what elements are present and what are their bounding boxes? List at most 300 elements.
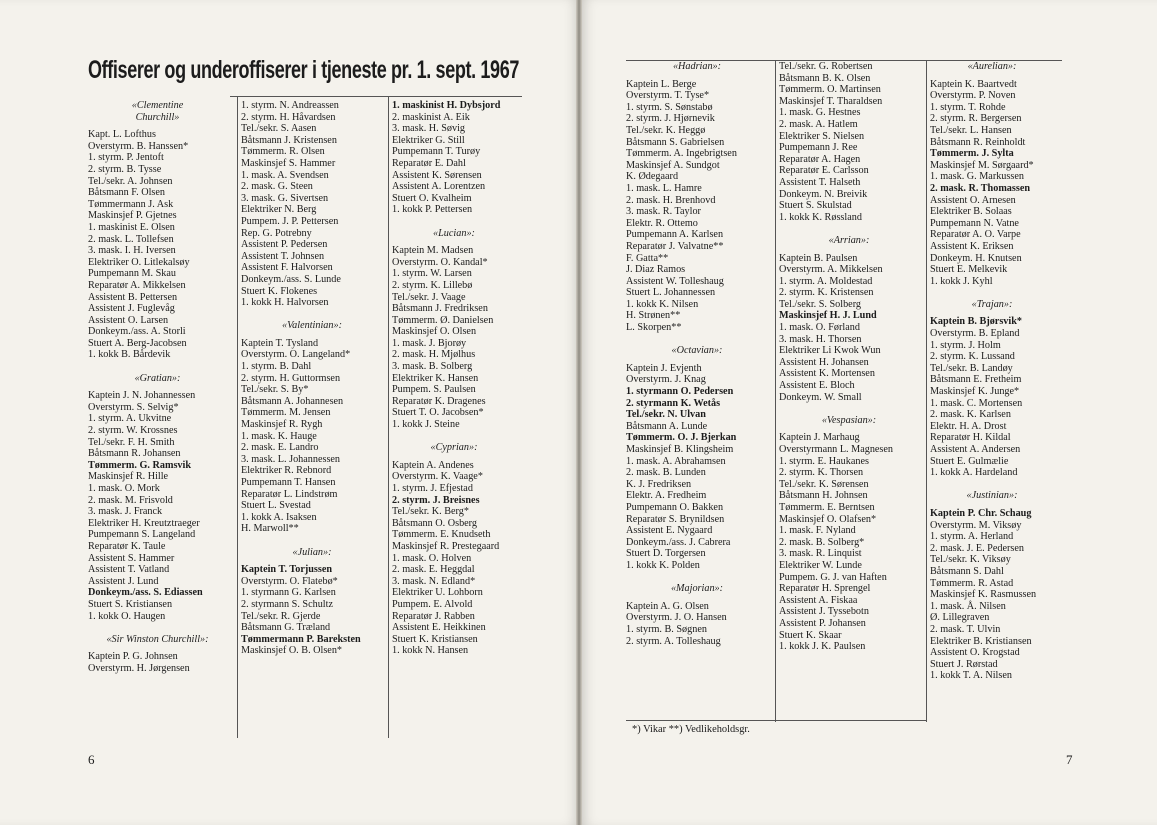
crew-entry: Elektriker H. Kreutztraeger — [88, 517, 200, 529]
crew-entry: 2. mask. B. Solberg* — [779, 536, 865, 548]
crew-entry: Assistent A. Fiskaa — [779, 594, 858, 606]
crew-entry: Båtsmann R. Reinholdt — [930, 136, 1026, 148]
roster-column-3 — [392, 100, 522, 657]
crew-entry: 2. mask. E. Heggdal — [392, 564, 475, 576]
block-spacer — [88, 361, 233, 373]
crew-entry: Reparatør E. Carlsson — [779, 165, 869, 177]
roster-column-5 — [779, 61, 925, 653]
block-spacer — [779, 403, 925, 415]
crew-entry: 1. maskinist H. Dybsjord — [392, 100, 501, 111]
crew-entry: Elektr. R. Ottemo — [626, 217, 698, 229]
crew-entry: Assistent A. Andersen — [930, 444, 1021, 455]
crew-entry: Pumpemann S. Langeland — [88, 529, 196, 541]
crew-entry: 1. styrm. A. Ukvitne — [88, 413, 172, 425]
crew-entry: Pumpem. S. Paulsen — [392, 384, 476, 396]
crew-entry: Elektriker G. Still — [392, 134, 465, 146]
crew-entry: 2. styrmann K. Wetås — [626, 397, 721, 409]
crew-entry: Kaptein P. G. Johnsen — [88, 651, 178, 663]
crew-entry: 1. styrm. A. Herland — [930, 531, 1014, 543]
crew-entry: Tel./sekr. S. By* — [241, 384, 309, 396]
top-rule — [230, 96, 522, 97]
crew-entry: Stuert T. O. Jacobsen* — [392, 407, 484, 419]
crew-entry: Assistent E. Nygaard — [626, 525, 713, 537]
crew-entry: 2. styrm. J. Breisnes — [392, 494, 480, 506]
block-spacer — [930, 287, 1060, 299]
crew-entry: Kaptein J. Evjenth — [626, 362, 702, 374]
crew-entry: Kaptein K. Baartvedt — [930, 78, 1017, 90]
ship-heading: «Hadrian»: — [672, 61, 722, 72]
crew-entry: K. J. Fredriksen — [626, 478, 692, 490]
crew-entry: Assistent O. Larsen — [88, 314, 169, 326]
crew-entry: Assistent P. Johansen — [779, 617, 866, 629]
crew-entry: Tel./sekr. G. Robertsen — [779, 61, 873, 72]
crew-entry: 1. kokk N. Hansen — [392, 645, 469, 657]
crew-entry: Assistent K. Eriksen — [930, 240, 1014, 252]
crew-entry: Båtsmann E. Fretheim — [930, 374, 1022, 386]
footnote: *) Vikar **) Vedlikeholdsgr. — [632, 724, 750, 735]
crew-entry: Tel./sekr. S. Aasen — [241, 123, 317, 135]
crew-entry: 3. mask. J. Franck — [88, 506, 163, 518]
crew-entry: 1. mask. K. Hauge — [241, 430, 317, 442]
crew-entry: Maskinsjef T. Tharaldsen — [779, 95, 883, 107]
crew-entry: Tel./sekr. L. Hansen — [930, 124, 1012, 136]
crew-entry: Reparatør H. Sprengel — [779, 583, 871, 595]
ship-heading: «Vespasian»: — [821, 414, 877, 426]
crew-entry: Assistent E. Heikkinen — [392, 622, 486, 634]
crew-entry: Tømmermann J. Ask — [88, 198, 174, 210]
crew-entry: Overstyrm. J. O. Hansen — [626, 612, 727, 624]
block-spacer — [779, 223, 925, 235]
crew-entry: Maskinsjef A. Sundgot — [626, 159, 720, 171]
crew-entry: 2. styrm. H. Guttormsen — [241, 372, 341, 384]
crew-entry: Maskinsjef M. Sørgaard* — [930, 159, 1034, 171]
crew-entry: 1. mask. L. Hamre — [626, 182, 702, 194]
ship-heading: «Gratian»: — [134, 372, 181, 384]
crew-entry: 1. kokk A. Isaksen — [241, 511, 317, 523]
crew-entry: Maskinsjef S. Hammer — [241, 157, 336, 169]
crew-entry: Kaptein A. G. Olsen — [626, 600, 709, 612]
crew-entry: 2. styrm. B. Tysse — [88, 163, 162, 175]
ship-heading: «Trajan»: — [971, 298, 1013, 310]
crew-entry: Assistent A. Lorentzen — [392, 181, 486, 193]
crew-entry: Reparatør E. Dahl — [392, 157, 466, 169]
crew-entry: Assistent F. Halvorsen — [241, 262, 333, 274]
crew-entry: 3. mask. B. Solberg — [392, 361, 473, 373]
crew-entry: 2. styrm. H. Håvardsen — [241, 111, 336, 123]
crew-entry: Tømmerm. R. Olsen — [241, 146, 325, 158]
crew-entry: Tømmerm. R. Astad — [930, 577, 1014, 589]
crew-entry: F. Gatta** — [626, 252, 669, 264]
block-spacer — [241, 309, 389, 321]
crew-entry: K. Ødegaard — [626, 171, 679, 183]
crew-entry: H. Strønen** — [626, 310, 681, 322]
crew-entry: 1. mask. C. Mortensen — [930, 397, 1023, 409]
page-number-right: 7 — [1066, 752, 1073, 767]
crew-entry: Stuert O. Kvalheim — [392, 192, 472, 204]
crew-entry: Pumpemann T. Hansen — [241, 477, 336, 488]
crew-entry: Assistent J. Tyssebotn — [779, 606, 869, 618]
ship-heading: «Aurelian»: — [967, 61, 1017, 72]
crew-entry: Assistent K. Mortensen — [779, 368, 875, 380]
crew-entry: Maskinsjef K. Rasmussen — [930, 589, 1037, 601]
crew-entry: 2. mask. M. Frisvold — [88, 494, 173, 506]
crew-entry: 1. styrm. B. Søgnen — [626, 623, 707, 635]
crew-entry: Elektr. A. Fredheim — [626, 490, 707, 502]
crew-entry: Tømmerm. O. J. Bjerkan — [626, 432, 737, 444]
crew-entry: 1. styrm. B. Dahl — [241, 361, 312, 373]
crew-entry: 2. mask. E. Landro — [241, 442, 319, 454]
crew-entry: Båtsmann A. Johannesen — [241, 395, 344, 407]
column-rule — [388, 96, 389, 738]
crew-entry: 1. maskinist E. Olsen — [88, 221, 175, 233]
crew-entry: Tømmerm. E. Berntsen — [779, 501, 875, 513]
crew-entry: 2. maskinist A. Eik — [392, 111, 470, 123]
crew-entry: 1. mask. J. Bjorøy — [392, 337, 467, 349]
crew-entry: 1. styrm. N. Andreassen — [241, 100, 339, 111]
crew-entry: 1. kokk K. Nilsen — [626, 298, 699, 310]
crew-entry: 1. kokk T. A. Nilsen — [930, 670, 1012, 682]
crew-entry: Båtsmann G. Træland — [241, 622, 331, 634]
crew-entry: Overstyrm. B. Hanssen* — [88, 140, 189, 152]
crew-entry: 1. styrm. E. Haukanes — [779, 455, 869, 467]
crew-entry: 2. mask. T. Ulvin — [930, 623, 1001, 635]
crew-entry: Assistent E. Bloch — [779, 380, 855, 392]
crew-entry: Tel./sekr. B. Landøy — [930, 362, 1013, 374]
crew-entry: Elektriker B. Solaas — [930, 206, 1012, 218]
crew-entry: Assistent K. Sørensen — [392, 169, 482, 181]
crew-entry: Tel./sekr. K. Heggø — [626, 124, 706, 136]
crew-entry: Kaptein T. Tysland — [241, 337, 319, 349]
crew-entry: Båtsmann J. Kristensen — [241, 134, 337, 146]
crew-entry: Tel./sekr. J. Vaage — [392, 291, 466, 303]
crew-entry: Tømmerm. O. Martinsen — [779, 84, 881, 96]
crew-entry: 1. kokk J. K. Paulsen — [779, 641, 866, 653]
block-spacer — [626, 334, 774, 346]
crew-entry: H. Marwoll** — [241, 523, 299, 535]
crew-entry: Tel./sekr. K. Viksøy — [930, 554, 1011, 566]
crew-entry: 2. mask. K. Karlsen — [930, 409, 1011, 421]
roster-column-2 — [241, 100, 389, 657]
crew-entry: Overstyrm. P. Noven — [930, 90, 1016, 102]
crew-entry: Stuert L. Johannessen — [626, 287, 716, 299]
crew-entry: Stuert S. Skulstad — [779, 200, 852, 212]
crew-entry: Overstyrm. J. Knag — [626, 374, 706, 386]
crew-entry: Elektr. H. A. Drost — [930, 420, 1007, 432]
crew-entry: 1. kokk J. Steine — [392, 419, 460, 431]
crew-entry: Elektriker B. Kristiansen — [930, 635, 1032, 647]
crew-entry: Stuert J. Rørstad — [930, 658, 998, 670]
crew-entry: Maskinsjef P. Gjetnes — [88, 210, 177, 222]
crew-entry: Tel./sekr. A. Johnsen — [88, 175, 173, 187]
crew-entry: Båtsmann A. Lunde — [626, 420, 708, 432]
ship-heading: «Cyprian»: — [430, 442, 478, 454]
crew-entry: 2. mask. H. Mjølhus — [392, 349, 476, 361]
crew-entry: 2. styrm. K. Kristensen — [779, 287, 874, 299]
crew-entry: 2. mask. G. Steen — [241, 181, 313, 193]
crew-entry: 2. mask. B. Lunden — [626, 467, 706, 479]
column-rule — [775, 60, 776, 722]
crew-entry: Elektriker U. Lohborn — [392, 587, 483, 599]
crew-entry: Reparatør A. Mikkelsen — [88, 279, 186, 291]
crew-entry: Pumpemann O. Bakken — [626, 501, 724, 513]
crew-entry: 1. styrmann G. Karlsen — [241, 587, 336, 599]
crew-entry: 3. mask. R. Taylor — [626, 206, 701, 218]
crew-entry: 1. mask. G. Markussen — [930, 171, 1024, 183]
crew-entry: Overstyrm. S. Selvig* — [88, 401, 179, 413]
crew-entry: Pumpem. J. P. Pettersen — [241, 215, 339, 227]
crew-entry: 1. kokk A. Hardeland — [930, 467, 1018, 479]
top-rule — [626, 60, 1062, 61]
crew-entry: 2. styrm. W. Krossnes — [88, 425, 178, 437]
crew-entry: Elektriker Li Kwok Wun — [779, 345, 881, 357]
crew-entry: Assistent J. Fuglevåg — [88, 303, 175, 315]
crew-entry: Rep. G. Potrebny — [241, 227, 312, 239]
crew-entry: 1. kokk P. Pettersen — [392, 204, 473, 216]
crew-entry: Donkeym./ass. J. Cabrera — [626, 536, 731, 548]
crew-entry: 2. mask. A. Hatlem — [779, 118, 858, 130]
block-spacer — [88, 622, 233, 634]
crew-entry: Overstyrm. M. Viksøy — [930, 519, 1022, 531]
crew-entry: Tel./sekr. N. Ulvan — [626, 409, 706, 421]
crew-entry: Donkeym./ass. S. Lunde — [241, 273, 341, 285]
page-number-left: 6 — [88, 752, 95, 767]
crew-entry: Båtsmann B. K. Olsen — [779, 72, 871, 84]
crew-entry: Overstyrm. T. Tyse* — [626, 90, 710, 102]
crew-entry: L. Skorpen** — [626, 322, 682, 334]
crew-entry: Reparatør A. O. Varpe — [930, 229, 1021, 241]
crew-entry: 3. mask. N. Edland* — [392, 575, 476, 587]
crew-entry: 2. styrm. K. Lussand — [930, 351, 1015, 363]
roster-column-4 — [626, 61, 774, 647]
crew-entry: 1. mask. G. Hestnes — [779, 107, 861, 119]
crew-entry: Kaptein B. Paulsen — [779, 252, 858, 264]
crew-entry: Pumpemann M. Skau — [88, 268, 177, 280]
crew-entry: Pumpemann T. Turøy — [392, 146, 481, 158]
crew-entry: 1. styrm. J. Holm — [930, 339, 1001, 351]
crew-entry: Stuert E. Gulmælie — [930, 455, 1009, 467]
crew-entry: Maskinsjef O. Olsen — [392, 326, 477, 338]
crew-entry: Kapt. L. Lofthus — [88, 129, 156, 141]
crew-entry: Stuert E. Melkevik — [930, 264, 1008, 276]
crew-entry: Tømmerm. A. Ingebrigtsen — [626, 148, 737, 160]
crew-entry: Ø. Lillegraven — [930, 612, 990, 624]
crew-entry: Maskinsjef H. J. Lund — [779, 310, 877, 322]
crew-entry: 2. mask. L. Tollefsen — [88, 233, 174, 245]
crew-entry: Assistent T. Johnsen — [241, 250, 325, 262]
block-spacer — [392, 216, 522, 228]
crew-entry: 1. kokk K. Polden — [626, 559, 700, 571]
crew-entry: Assistent S. Hammer — [88, 552, 175, 564]
crew-entry: Kaptein L. Berge — [626, 78, 697, 90]
crew-entry: 3. mask. H. Søvig — [392, 123, 466, 135]
crew-entry: Assistent O. Arnesen — [930, 194, 1016, 206]
crew-entry: Overstyrm. O. Langeland* — [241, 349, 351, 361]
crew-entry: Kaptein J. Marhaug — [779, 432, 860, 444]
crew-entry: Tel./sekr. S. Solberg — [779, 298, 862, 310]
crew-entry: 1. kokk J. Kyhl — [930, 275, 993, 287]
crew-entry: Donkeym. N. Breivik — [779, 188, 868, 200]
crew-entry: Assistent J. Lund — [88, 575, 159, 587]
crew-entry: Reparatør J. Rabben — [392, 610, 475, 622]
crew-entry: Kaptein P. Chr. Schaug — [930, 507, 1032, 519]
crew-entry: Donkeym./ass. A. Storli — [88, 326, 186, 338]
crew-entry: Elektriker W. Lunde — [779, 559, 862, 571]
crew-entry: Assistent B. Pettersen — [88, 291, 178, 303]
crew-entry: Reparatør H. Kildal — [930, 432, 1011, 444]
ship-heading: «Octavian»: — [671, 345, 723, 357]
crew-entry: Båtsmann S. Gabrielsen — [626, 136, 725, 148]
ship-heading: «Justinian»: — [966, 490, 1018, 502]
crew-entry: Båtsmann J. Fredriksen — [392, 303, 488, 315]
block-spacer — [392, 431, 522, 443]
crew-entry: Tømmerm. E. Knudseth — [392, 529, 491, 541]
crew-entry: Maskinsjef O. B. Olsen* — [241, 645, 343, 657]
crew-entry: Elektriker N. Berg — [241, 204, 317, 216]
crew-entry: Assistent P. Pedersen — [241, 239, 328, 251]
crew-entry: 1. kokk B. Bårdevik — [88, 349, 171, 361]
crew-entry: 3. mask. L. Johannessen — [241, 453, 341, 465]
crew-entry: Reparatør S. Brynildsen — [626, 513, 725, 525]
crew-entry: Overstyrm. O. Flatebø* — [241, 575, 338, 587]
crew-entry: Pumpemann J. Ree — [779, 142, 858, 154]
crew-entry: 1. styrm. J. Efjestad — [392, 483, 473, 494]
crew-entry: Donkeym./ass. S. Ediassen — [88, 587, 203, 599]
column-rule — [237, 96, 238, 738]
crew-entry: Assistent O. Krogstad — [930, 647, 1020, 659]
footnote-rule — [626, 720, 926, 721]
crew-entry: 2. styrm. J. Hjørnevik — [626, 113, 715, 125]
crew-entry: 2. styrm. K. Lillebø — [392, 279, 473, 291]
crew-entry: Stuert K. Skaar — [779, 629, 842, 641]
crew-entry: Tel./sekr. K. Berg* — [392, 506, 469, 518]
roster-column-1 — [88, 100, 233, 675]
ship-heading: «Clementine — [131, 100, 184, 111]
crew-entry: Assistent T. Halseth — [779, 176, 861, 188]
crew-entry: 3. mask. R. Linquist — [779, 548, 862, 560]
crew-entry: Kaptein M. Madsen — [392, 245, 474, 257]
crew-entry: Assistent H. Johansen — [779, 356, 869, 368]
crew-entry: Båtsmann F. Olsen — [88, 187, 166, 199]
crew-entry: 3. mask. H. Thorsen — [779, 333, 862, 345]
crew-entry: Båtsmann H. Johnsen — [779, 490, 868, 502]
roster-column-6 — [930, 61, 1060, 682]
crew-entry: Overstyrm. H. Jørgensen — [88, 662, 190, 674]
crew-entry: Kaptein J. N. Johannessen — [88, 390, 196, 402]
book-gutter — [576, 0, 582, 825]
crew-entry: Maskinsjef B. Klingsheim — [626, 444, 734, 455]
crew-entry: Stuert S. Kristiansen — [88, 598, 173, 610]
crew-entry: 1. styrm. A. Moldestad — [779, 275, 873, 287]
crew-entry: Overstyrm. O. Kandal* — [392, 256, 488, 268]
crew-entry: 1. styrm. S. Sønstabø — [626, 101, 713, 113]
crew-entry: Pumpem. G. J. van Haften — [779, 571, 887, 583]
crew-entry: Tømmermann P. Bareksten — [241, 633, 361, 645]
crew-entry: 1. mask. F. Nyland — [779, 525, 856, 537]
crew-entry: 1. styrm. P. Jentoft — [88, 152, 164, 164]
crew-entry: Overstyrm. B. Epland — [930, 328, 1020, 340]
crew-entry: Maskinsjef O. Olafsen* — [779, 513, 877, 525]
crew-entry: Assistent W. Tolleshaug — [626, 275, 724, 287]
crew-entry: Tel./sekr. F. H. Smith — [88, 436, 175, 448]
crew-entry: 3. mask. G. Sivertsen — [241, 192, 329, 204]
crew-entry: 1. kokk K. Røssland — [779, 211, 862, 223]
crew-entry: 1. styrm. W. Larsen — [392, 268, 472, 280]
crew-entry: Reparatør L. Lindstrøm — [241, 488, 338, 500]
crew-entry: Maskinsjef R. Hille — [88, 471, 169, 483]
crew-entry: Stuert D. Torgersen — [626, 548, 706, 560]
crew-entry: Elektriker O. Litlekalsøy — [88, 256, 190, 268]
crew-entry: 3. mask. I. H. Iversen — [88, 245, 176, 257]
crew-entry: 2. styrm. K. Thorsen — [779, 467, 864, 479]
block-spacer — [241, 535, 389, 547]
ship-heading: Churchill» — [135, 111, 180, 123]
crew-entry: Kaptein A. Andenes — [392, 459, 474, 471]
crew-entry: 1. mask. A. Svendsen — [241, 169, 329, 181]
crew-entry: Båtsmann S. Dahl — [930, 565, 1004, 577]
crew-entry: Elektriker K. Hansen — [392, 372, 479, 384]
crew-entry: 1. kokk H. Halvorsen — [241, 297, 329, 309]
block-spacer — [626, 572, 774, 584]
crew-entry: Elektriker R. Rebnord — [241, 465, 332, 477]
column-rule — [926, 60, 927, 722]
crew-entry: 2. styrm. A. Tolleshaug — [626, 635, 721, 647]
crew-entry: 1. mask. O. Førland — [779, 322, 860, 334]
crew-entry: 1. mask. A. Abrahamsen — [626, 455, 726, 467]
crew-entry: 1. mask. Å. Nilsen — [930, 600, 1006, 612]
crew-entry: Assistent T. Vatland — [88, 564, 170, 576]
crew-entry: Stuert A. Berg-Jacobsen — [88, 337, 187, 349]
crew-entry: Stuert L. Svestad — [241, 500, 311, 512]
ship-heading: «Lucian»: — [433, 227, 475, 239]
crew-entry: 1. styrm. T. Rohde — [930, 101, 1006, 113]
crew-entry: 2. mask. H. Brenhovd — [626, 194, 716, 206]
crew-entry: 2. styrmann S. Schultz — [241, 598, 333, 610]
crew-entry: Tømmerm. M. Jensen — [241, 407, 331, 419]
crew-entry: Båtsmann R. Johansen — [88, 448, 181, 460]
crew-entry: 2. mask. R. Thomassen — [930, 182, 1031, 194]
crew-entry: Maskinsjef R. Prestegaard — [392, 540, 500, 552]
crew-entry: Reparatør K. Dragenes — [392, 395, 486, 407]
crew-entry: Reparatør A. Hagen — [779, 153, 861, 165]
crew-entry: 1. mask. O. Holven — [392, 552, 472, 564]
crew-entry: J. Diaz Ramos — [626, 264, 686, 276]
ship-heading: «Arrian»: — [828, 234, 870, 246]
crew-entry: 2. styrm. R. Bergersen — [930, 113, 1022, 125]
ship-heading: «Valentinian»: — [282, 320, 342, 332]
crew-entry: Maskinsjef R. Rygh — [241, 419, 323, 431]
crew-entry: Donkeym. H. Knutsen — [930, 252, 1022, 264]
crew-entry: 2. mask. J. E. Pedersen — [930, 542, 1024, 554]
ship-heading: «Sir Winston Churchill»: — [106, 633, 209, 645]
crew-entry: 1. styrmann O. Pedersen — [626, 386, 734, 398]
crew-entry: Tømmerm. G. Ramsvik — [88, 459, 191, 471]
crew-entry: Reparatør K. Taule — [88, 540, 166, 552]
crew-entry: 1. mask. O. Mork — [88, 483, 160, 494]
crew-entry: 1. kokk O. Haugen — [88, 610, 166, 622]
crew-entry: Kaptein B. Bjørsvik* — [930, 316, 1022, 328]
crew-entry: Tel./sekr. R. Gjerde — [241, 610, 321, 622]
crew-entry: Elektriker S. Nielsen — [779, 130, 865, 142]
crew-entry: Maskinsjef K. Junge* — [930, 386, 1020, 398]
block-spacer — [930, 479, 1060, 491]
crew-entry: Pumpem. E. Alvold — [392, 598, 473, 610]
crew-entry: Reparatør J. Valvatne** — [626, 240, 724, 252]
crew-entry: Donkeym. W. Small — [779, 391, 862, 403]
crew-entry: Pumpemann A. Karlsen — [626, 229, 724, 241]
crew-entry: Tømmerm. J. Sylta — [930, 148, 1014, 160]
crew-entry: Stuert K. Flokenes — [241, 285, 318, 297]
crew-entry: Pumpemann N. Vatne — [930, 217, 1019, 229]
